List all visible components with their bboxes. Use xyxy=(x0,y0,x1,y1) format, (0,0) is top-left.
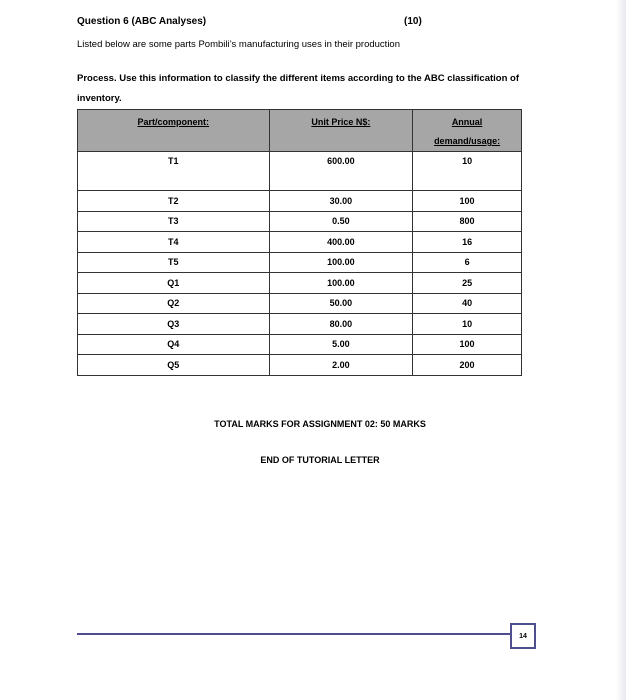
table-row xyxy=(78,293,522,314)
question-intro: Listed below are some parts Pombili’s manufacturing uses in their production xyxy=(77,39,400,50)
annual-demand-cell: 25 xyxy=(413,273,522,294)
table-body xyxy=(78,152,522,376)
part-cell: Q1 xyxy=(78,273,270,294)
unit-price-cell: 5.00 xyxy=(269,334,413,355)
page-edge-shadow xyxy=(616,0,626,700)
unit-price-cell: 100.00 xyxy=(269,252,413,273)
page-number-box xyxy=(510,623,536,649)
unit-price-cell: 0.50 xyxy=(269,211,413,232)
annual-demand-cell: 10 xyxy=(413,152,522,191)
question-instruction: Process. Use this information to classify the different items according to the ABC classification of inventory. xyxy=(77,73,520,104)
table-row xyxy=(78,152,522,191)
annual-demand-cell: 200 xyxy=(413,355,522,376)
part-cell: Q2 xyxy=(78,293,270,314)
part-cell: T5 xyxy=(78,252,270,273)
annual-demand-cell: 10 xyxy=(413,314,522,335)
table-row xyxy=(78,252,522,273)
table-row xyxy=(78,211,522,232)
table-row xyxy=(78,232,522,253)
part-cell: T4 xyxy=(78,232,270,253)
header-unit-price: Unit Price N$: xyxy=(269,110,413,152)
unit-price-cell: 30.00 xyxy=(269,191,413,212)
part-cell: T1 xyxy=(78,152,270,191)
annual-demand-cell: 40 xyxy=(413,293,522,314)
part-cell: Q3 xyxy=(78,314,270,335)
part-cell: Q5 xyxy=(78,355,270,376)
table-row xyxy=(78,191,522,212)
table-row xyxy=(78,314,522,335)
header-annual-demand xyxy=(413,110,522,152)
table-row xyxy=(78,273,522,294)
table-row xyxy=(78,334,522,355)
part-cell: T2 xyxy=(78,191,270,212)
end-of-letter: END OF TUTORIAL LETTER xyxy=(260,455,380,465)
page-number: 14 xyxy=(519,632,527,640)
table-row xyxy=(78,355,522,376)
table-header-row xyxy=(78,110,522,152)
header-annual-demand-line2: demand/usage: xyxy=(434,136,501,146)
header-annual-demand-line1: Annual xyxy=(451,117,483,127)
question-marks: (10) xyxy=(404,16,422,27)
annual-demand-cell: 16 xyxy=(413,232,522,253)
annual-demand-cell: 6 xyxy=(413,252,522,273)
unit-price-cell: 50.00 xyxy=(269,293,413,314)
question-title: Question 6 (ABC Analyses) xyxy=(77,16,207,27)
part-cell: Q4 xyxy=(78,334,270,355)
annual-demand-cell: 800 xyxy=(413,211,522,232)
unit-price-cell: 400.00 xyxy=(269,232,413,253)
annual-demand-cell: 100 xyxy=(413,191,522,212)
total-marks: TOTAL MARKS FOR ASSIGNMENT 02: 50 MARKS xyxy=(214,419,426,429)
unit-price-cell: 600.00 xyxy=(269,152,413,191)
unit-price-cell: 80.00 xyxy=(269,314,413,335)
header-part: Part/component: xyxy=(78,110,270,152)
part-cell: T3 xyxy=(78,211,270,232)
footer-rule xyxy=(77,633,510,635)
abc-inventory-table xyxy=(77,109,522,376)
annual-demand-cell: 100 xyxy=(413,334,522,355)
unit-price-cell: 2.00 xyxy=(269,355,413,376)
unit-price-cell: 100.00 xyxy=(269,273,413,294)
question-heading xyxy=(77,16,437,32)
